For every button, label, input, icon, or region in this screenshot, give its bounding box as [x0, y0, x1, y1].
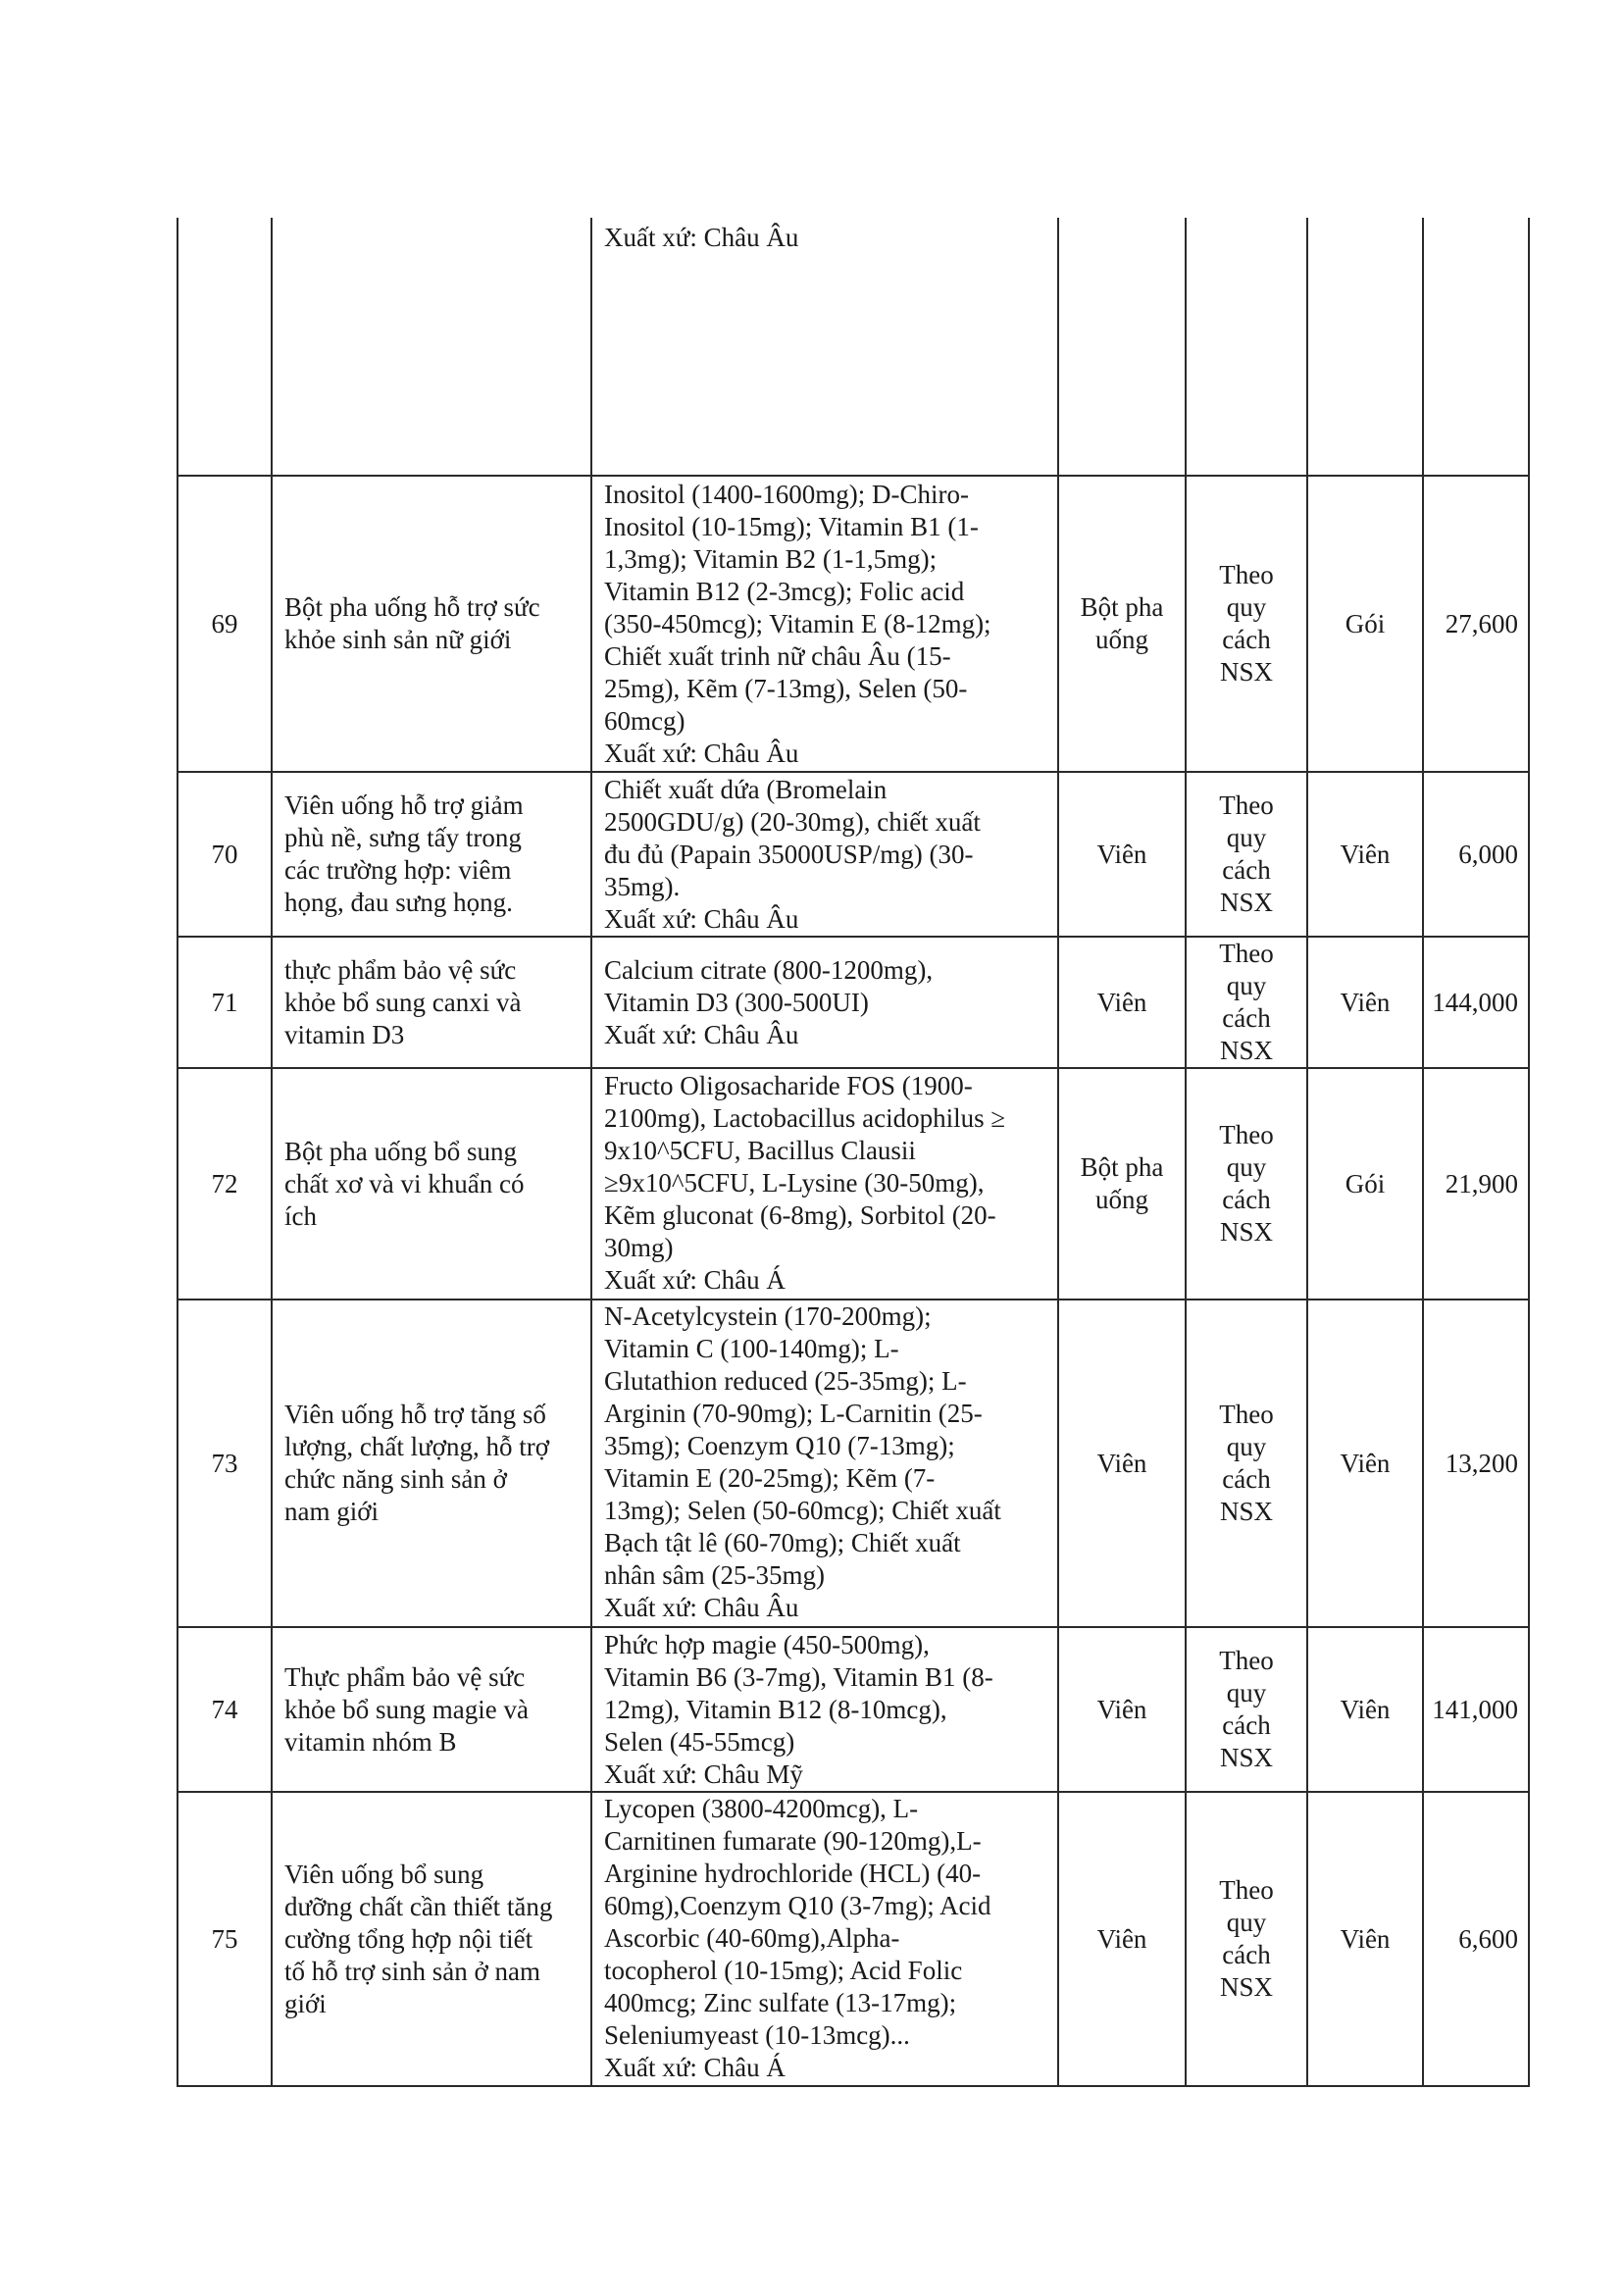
product-composition: Chiết xuất dứa (Bromelain 2500GDU/g) (20-30mg), chiết xuất đu đủ (Papain 35000USP/mg) (30- 35mg). Xuất xứ: Châu Âu: [590, 773, 1057, 936]
dosage-form: Viên: [1057, 1793, 1185, 2085]
unit: Gói: [1306, 1069, 1422, 1299]
unit-price: 6,600: [1422, 1793, 1530, 2085]
unit: [1306, 218, 1422, 475]
dosage-form: Viên: [1057, 1300, 1185, 1626]
table-row: [177, 218, 1530, 477]
unit-price: 21,900: [1422, 1069, 1530, 1299]
product-composition: Lycopen (3800-4200mcg), L- Carnitinen fumarate (90-120mg),L- Arginine hydrochloride (HCL) (40- 60mg),Coenzym Q10 (3-7mg); Acid Ascorbic (40-60mg),Alpha- tocopherol (10-15mg); Acid Folic 400mcg; Zinc sulfate (13-17mg); Seleniumyeast (10-13mcg)... Xuất xứ: Châu Á: [590, 1793, 1057, 2085]
row-number: 69: [177, 477, 271, 771]
packaging-spec: Theo quy cách NSX: [1185, 1300, 1306, 1626]
row-number: [177, 218, 271, 475]
dosage-form: Bột pha uống: [1057, 1069, 1185, 1299]
row-number: 71: [177, 938, 271, 1067]
row-number: 75: [177, 1793, 271, 2085]
packaging-spec: [1185, 218, 1306, 475]
product-composition: Phức hợp magie (450-500mg), Vitamin B6 (3-7mg), Vitamin B1 (8- 12mg), Vitamin B12 (8-10mcg), Selen (45-55mcg) Xuất xứ: Châu Mỹ: [590, 1628, 1057, 1791]
table-row: [177, 1300, 1530, 1628]
dosage-form: [1057, 218, 1185, 475]
packaging-spec: Theo quy cách NSX: [1185, 1069, 1306, 1299]
row-number: 70: [177, 773, 271, 936]
product-name: thực phẩm bảo vệ sức khỏe bổ sung canxi và vitamin D3: [271, 938, 590, 1067]
product-name: Thực phẩm bảo vệ sức khỏe bổ sung magie và vitamin nhóm B: [271, 1628, 590, 1791]
packaging-spec: Theo quy cách NSX: [1185, 773, 1306, 936]
packaging-spec: Theo quy cách NSX: [1185, 477, 1306, 771]
unit: Viên: [1306, 773, 1422, 936]
product-name: Bột pha uống bổ sung chất xơ và vi khuẩn có ích: [271, 1069, 590, 1299]
unit: Gói: [1306, 477, 1422, 771]
table-row: [177, 477, 1530, 773]
product-composition: N-Acetylcystein (170-200mg); Vitamin C (100-140mg); L- Glutathion reduced (25-35mg); L- Arginin (70-90mg); L-Carnitin (25- 35mg); Coenzym Q10 (7-13mg); Vitamin E (20-25mg); Kẽm (7- 13mg); Selen (50-60mcg); Chiết xuất Bạch tật lê (60-70mg); Chiết xuất nhân sâm (25-35mg) Xuất xứ: Châu Âu: [590, 1300, 1057, 1626]
table-row: [177, 1793, 1530, 2087]
unit: Viên: [1306, 1793, 1422, 2085]
product-composition: Inositol (1400-1600mg); D-Chiro- Inositol (10-15mg); Vitamin B1 (1- 1,3mg); Vitamin B2 (1-1,5mg); Vitamin B12 (2-3mcg); Folic acid (350-450mcg); Vitamin E (8-12mg); Chiết xuất trinh nữ châu Âu (15- 25mg), Kẽm (7-13mg), Selen (50- 60mcg) Xuất xứ: Châu Âu: [590, 477, 1057, 771]
product-name: Viên uống hỗ trợ giảm phù nề, sưng tấy trong các trường hợp: viêm họng, đau sưng họng.: [271, 773, 590, 936]
product-name: Bột pha uống hỗ trợ sức khỏe sinh sản nữ giới: [271, 477, 590, 771]
unit: Viên: [1306, 1628, 1422, 1791]
table-row: [177, 1069, 1530, 1300]
unit-price: 6,000: [1422, 773, 1530, 936]
unit-price: 27,600: [1422, 477, 1530, 771]
table-row: [177, 773, 1530, 938]
product-name: Viên uống hỗ trợ tăng số lượng, chất lượng, hỗ trợ chức năng sinh sản ở nam giới: [271, 1300, 590, 1626]
dosage-form: Viên: [1057, 938, 1185, 1067]
dosage-form: Viên: [1057, 1628, 1185, 1791]
packaging-spec: Theo quy cách NSX: [1185, 1793, 1306, 2085]
unit-price: 144,000: [1422, 938, 1530, 1067]
unit-price: 141,000: [1422, 1628, 1530, 1791]
unit: Viên: [1306, 1300, 1422, 1626]
table-row: [177, 938, 1530, 1069]
dosage-form: Viên: [1057, 773, 1185, 936]
row-number: 73: [177, 1300, 271, 1626]
product-composition: Fructo Oligosacharide FOS (1900- 2100mg), Lactobacillus acidophilus ≥ 9x10^5CFU, Bacillus Clausii ≥9x10^5CFU, L-Lysine (30-50mg), Kẽm gluconat (6-8mg), Sorbitol (20- 30mg) Xuất xứ: Châu Á: [590, 1069, 1057, 1299]
unit-price: 13,200: [1422, 1300, 1530, 1626]
product-name: Viên uống bổ sung dưỡng chất cần thiết tăng cường tổng hợp nội tiết tố hỗ trợ sinh sản ở nam giới: [271, 1793, 590, 2085]
packaging-spec: Theo quy cách NSX: [1185, 1628, 1306, 1791]
packaging-spec: Theo quy cách NSX: [1185, 938, 1306, 1067]
product-name: [271, 218, 590, 475]
row-number: 74: [177, 1628, 271, 1791]
table-row: [177, 1628, 1530, 1793]
dosage-form: Bột pha uống: [1057, 477, 1185, 771]
product-composition: Calcium citrate (800-1200mg), Vitamin D3 (300-500UI) Xuất xứ: Châu Âu: [590, 938, 1057, 1067]
row-number: 72: [177, 1069, 271, 1299]
product-composition: Xuất xứ: Châu Âu: [590, 218, 1057, 475]
unit: Viên: [1306, 938, 1422, 1067]
unit-price: [1422, 218, 1530, 475]
